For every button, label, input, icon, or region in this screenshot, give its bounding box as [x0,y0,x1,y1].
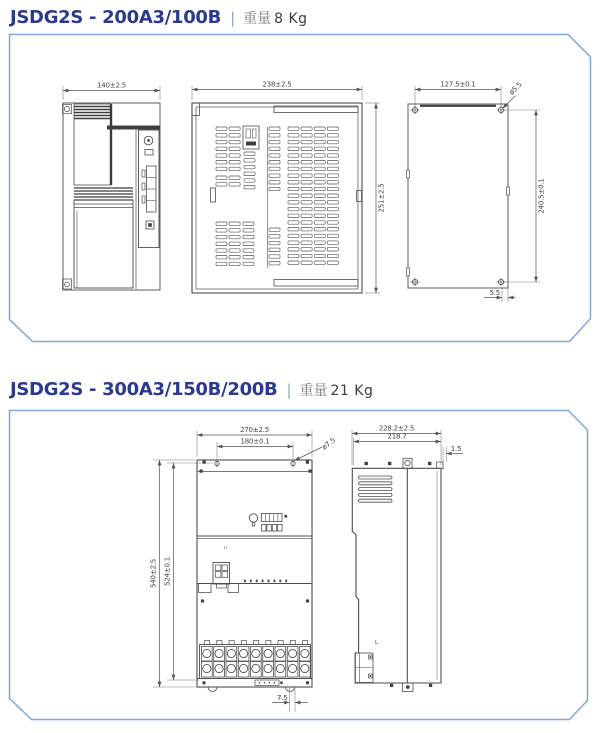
dim-plate-height: 240.5±0.1 [537,178,546,214]
section2-panel-border [10,411,588,720]
section1-drawing [0,0,600,360]
dim-plate-edge: 5.5 [489,289,500,297]
terminal-block [200,641,311,679]
dim-hole-height: 524±0.1 [163,557,172,586]
section1-title [10,7,308,28]
dim-front-width: 238±2.5 [262,80,292,89]
dim-front-height: 251±2.5 [377,183,386,213]
weight-label: 重量 [243,11,272,27]
dim-foot-offset: 7.5 [276,694,288,702]
side-mark: L [375,640,378,646]
dim-plate-width: 127.5±0.1 [440,80,476,89]
dim-front-width2: 270±2.5 [240,426,269,434]
dim-side-width: 140±2.5 [97,81,126,90]
dim-hole-span: 180±0.1 [240,437,270,446]
weight-value: 8 Kg [274,11,308,27]
section2-title [10,379,373,400]
separator-bar: | [286,381,292,399]
section2-model-name: JSDG2S - 300A3/150B/200B [10,379,278,400]
dim-side-inner: 218.7 [387,432,407,441]
separator-bar: | [230,9,236,27]
dim-flange: 1.5 [450,445,462,453]
dim-side-width2: 228.2±2.5 [378,424,415,433]
dim-hole-dia: ø7.5 [320,436,337,452]
weight-value: 21 Kg [330,383,374,399]
section2-drawing [0,360,600,733]
section1-model-name: JSDG2S - 200A3/100B [10,7,222,28]
dim-front-height2: 540±2.5 [149,559,158,588]
dim-plate-hole: ø5.5 [507,80,524,97]
weight-label: 重量 [299,383,328,399]
front-mark: n [224,546,227,551]
